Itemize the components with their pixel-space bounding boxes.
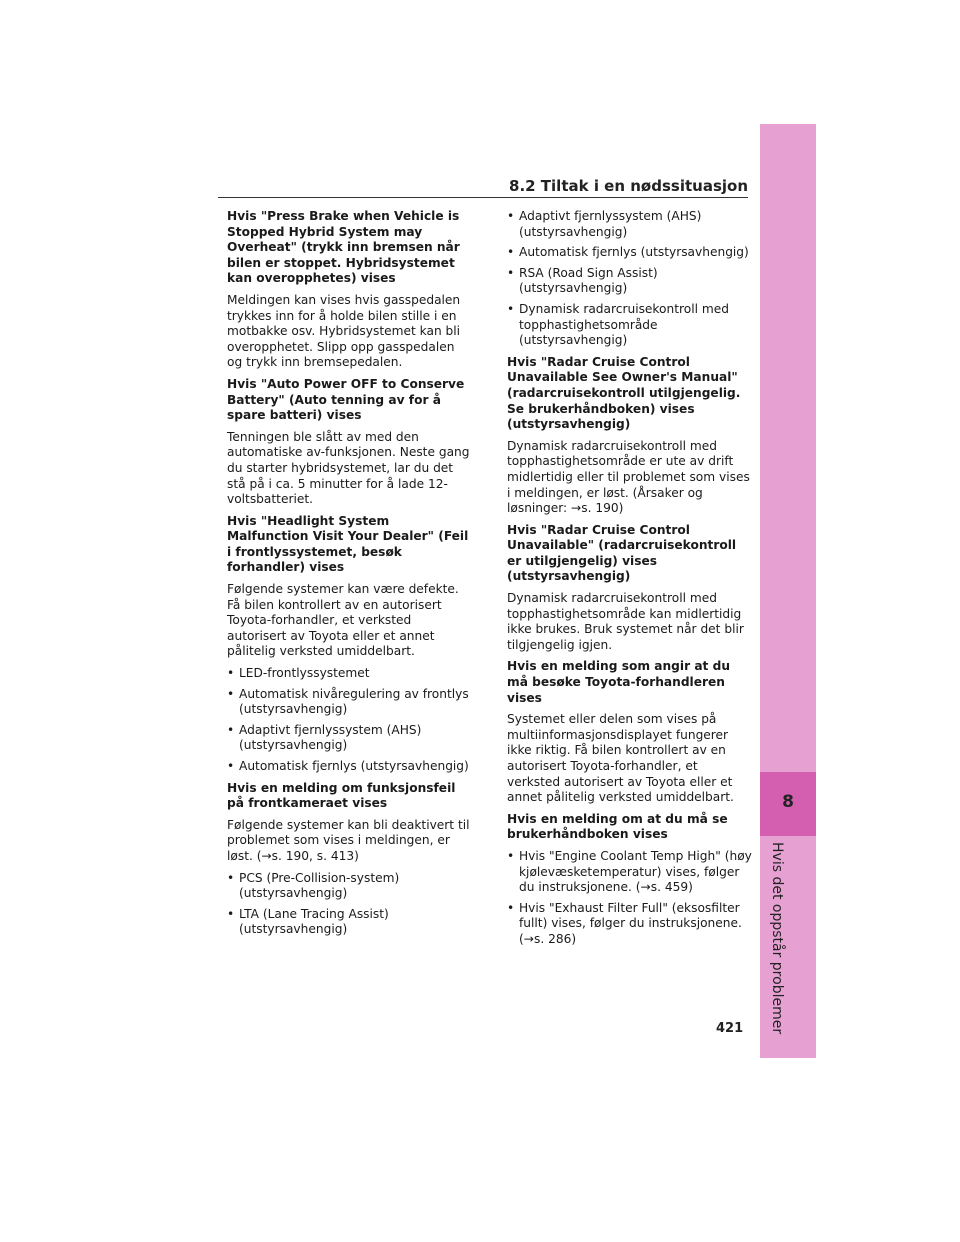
list-item: • Hvis "Engine Coolant Temp High" (høy kjølevæsketemperatur) vises, følger du instruksjonene. (→s. 459) [507,849,752,896]
right-column [507,209,752,954]
list-item: • PCS (Pre-Collision-system) (utstyrsavhengig) [227,871,472,902]
section-body: Følgende systemer kan bli deaktivert til problemet som vises i meldingen, er løst. (→s. 190, s. 413) [227,817,470,863]
chapter-title: Hvis det oppstår problemer [769,842,785,1035]
section-header-title: 8.2 Tiltak i en nødssituasjon [509,177,748,195]
list-item: • Automatisk fjernlys (utstyrsavhengig) [227,759,472,775]
section-body: Dynamisk radarcruisekontroll med topphastighetsområde kan midlertidig ikke brukes. Bruk systemet når det blir tilgjengelig igjen. [507,591,744,652]
left-column [227,209,472,944]
bullet-list [507,209,752,349]
bullet-list [227,871,472,938]
list-item: • LED-frontlyssystemet [227,666,472,682]
list-item: • LTA (Lane Tracing Assist) (utstyrsavhengig) [227,907,472,938]
chapter-number: 8 [782,792,794,812]
bullet-list [227,666,472,775]
list-item: • Adaptivt fjernlyssystem (AHS) (utstyrsavhengig) [507,209,752,240]
section-body: Meldingen kan vises hvis gasspedalen trykkes inn for å holde bilen stille i en motbakke osv. Hybridsystemet kan bli overopphetet. Slipp opp gasspedalen og trykk inn bremsepedalen. [227,292,461,370]
section-body: Dynamisk radarcruisekontroll med topphastighetsområde er ute av drift midlertidig eller til problemet som vises i meldingen, er løst. (Årsaker og løsninger: →s. 190) [507,438,750,516]
list-item: • Hvis "Exhaust Filter Full" (eksosfilter fullt) vises, følger du instruksjonene. (→s. 286) [507,901,752,948]
section-heading: Hvis "Auto Power OFF to Conserve Battery" (Auto tenning av for å spare batteri) vises [227,376,465,423]
section-heading: Hvis "Headlight System Malfunction Visit Your Dealer" (Feil i frontlyssystemet, besøk forhandler) vises [227,513,469,575]
list-item: • Dynamisk radarcruisekontroll med topphastighetsområde (utstyrsavhengig) [507,302,752,349]
list-item: • Automatisk nivåregulering av frontlys (utstyrsavhengig) [227,687,472,718]
section-body: Tenningen ble slått av med den automatiske av-funksjonen. Neste gang du starter hybridsystemet, lar du det stå på i ca. 5 minutter for å lade 12-voltsbatteriet. [227,429,470,507]
list-item: • Automatisk fjernlys (utstyrsavhengig) [507,245,752,261]
header-divider [218,197,748,198]
list-item: • Adaptivt fjernlyssystem (AHS) (utstyrsavhengig) [227,723,472,754]
list-item: • RSA (Road Sign Assist) (utstyrsavhengig) [507,266,752,297]
section-heading: Hvis en melding om at du må se brukerhåndboken vises [507,811,728,842]
section-heading: Hvis "Radar Cruise Control Unavailable" (radarcruisekontroll er utilgjengelig) vises (utstyrsavhengig) [507,522,737,584]
section-heading: Hvis "Radar Cruise Control Unavailable See Owner's Manual" (radarcruisekontroll utilgjengelig. Se brukerhåndboken) vises (utstyrsavhengig) [507,354,741,432]
section-heading: Hvis en melding som angir at du må besøke Toyota-forhandleren vises [507,659,731,705]
section-body: Følgende systemer kan være defekte. Få bilen kontrollert av en autorisert Toyota-forhandler, et verksted autorisert av Toyota eller et annet pålitelig verksted umiddelbart. [227,582,459,659]
section-heading: Hvis en melding om funksjonsfeil på frontkameraet vises [227,780,456,811]
page-number: 421 [716,1021,744,1036]
section-heading: Hvis "Press Brake when Vehicle is Stopped Hybrid System may Overheat" (trykk inn bremsen når bilen er stoppet. Hybridsystemet kan overopphetes) vises [227,209,460,286]
section-body: Systemet eller delen som vises på multiinformasjonsdisplayet fungerer ikke riktig. Få bilen kontrollert av en autorisert Toyota-forhandler, et verksted autorisert av Toyota eller et annet pålitelig verksted umiddelbart. [507,712,734,805]
bullet-list [507,849,752,948]
